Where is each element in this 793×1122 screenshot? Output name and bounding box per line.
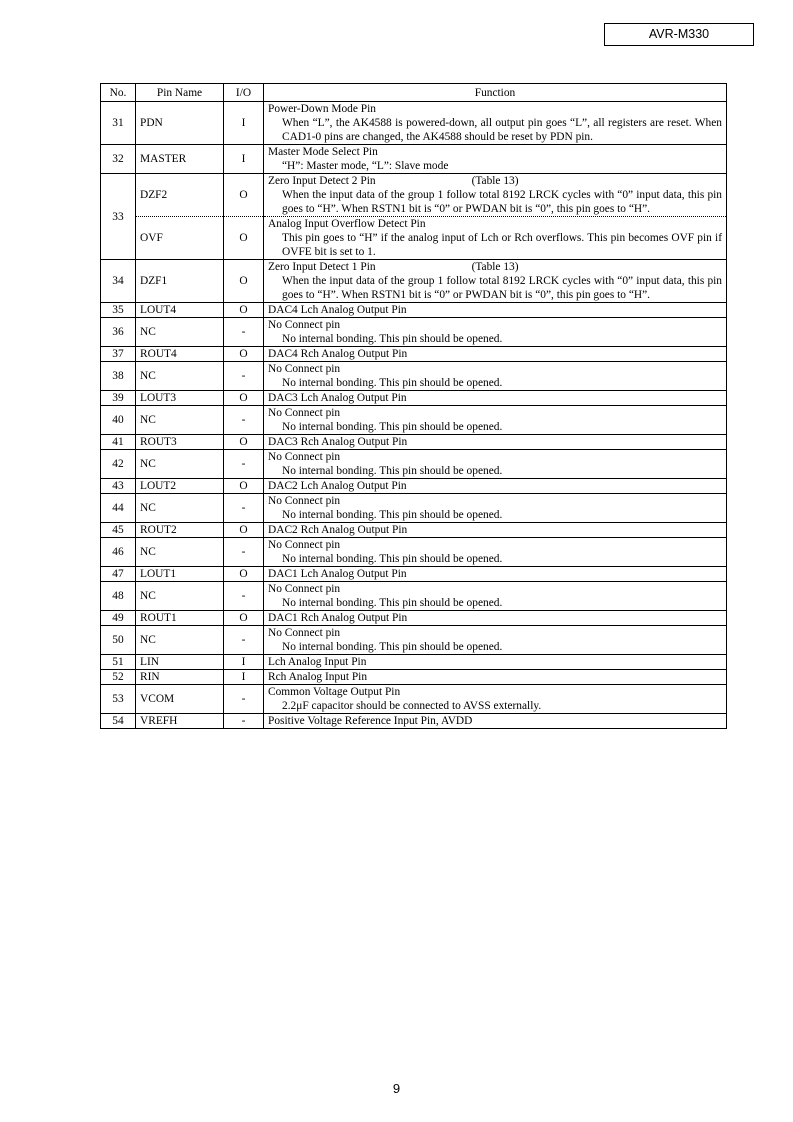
- pin-number: 48: [101, 582, 136, 611]
- pin-function-table: [100, 83, 727, 729]
- function-title-text: Master Mode Select Pin: [268, 146, 378, 158]
- function-title: [268, 494, 722, 508]
- pin-number: 38: [101, 362, 136, 391]
- pin-function: [264, 102, 727, 145]
- function-title-text: Rch Analog Input Pin: [268, 671, 368, 683]
- pin-io: I: [224, 102, 264, 145]
- function-title-text: DAC1 Rch Analog Output Pin: [268, 612, 408, 624]
- pin-number: 50: [101, 626, 136, 655]
- pin-function: [264, 174, 727, 217]
- pin-function: [264, 479, 727, 494]
- pin-name: NC: [136, 362, 224, 391]
- pin-function: [264, 362, 727, 391]
- pin-name: LIN: [136, 655, 224, 670]
- pin-name: NC: [136, 450, 224, 479]
- pin-name: DZF1: [136, 260, 224, 303]
- table-row: [101, 303, 727, 318]
- function-description: No internal bonding. This pin should be opened.: [282, 333, 503, 345]
- pin-number: 53: [101, 685, 136, 714]
- pin-function: [264, 391, 727, 406]
- function-title-text: Analog Input Overflow Detect Pin: [268, 218, 426, 230]
- function-title: [268, 714, 722, 728]
- function-title-text: DAC4 Rch Analog Output Pin: [268, 348, 408, 360]
- pin-number: 51: [101, 655, 136, 670]
- pin-number: 41: [101, 435, 136, 450]
- function-description: When “L”, the AK4588 is powered-down, all output pin goes “L”, all registers are reset. When CAD1-0 pins are changed, the AK4588 should be reset by PDN pin.: [282, 117, 722, 143]
- pin-function: [264, 538, 727, 567]
- function-title-text: Zero Input Detect 2 Pin: [268, 175, 376, 187]
- header-function: Function: [264, 84, 727, 102]
- pin-name: MASTER: [136, 145, 224, 174]
- pin-name: RIN: [136, 670, 224, 685]
- pin-name: NC: [136, 318, 224, 347]
- function-description: No internal bonding. This pin should be opened.: [282, 509, 503, 521]
- header-pin-name: Pin Name: [136, 84, 224, 102]
- table-row: [101, 685, 727, 714]
- table-row: [101, 174, 727, 217]
- function-title: [268, 217, 722, 231]
- pin-number: 46: [101, 538, 136, 567]
- table-row: [101, 406, 727, 435]
- pin-io: O: [224, 567, 264, 582]
- pin-io: I: [224, 670, 264, 685]
- function-title: [268, 655, 722, 669]
- table-row: [101, 670, 727, 685]
- pin-number: 52: [101, 670, 136, 685]
- pin-number: 32: [101, 145, 136, 174]
- function-title-text: Lch Analog Input Pin: [268, 656, 367, 668]
- function-description: No internal bonding. This pin should be opened.: [282, 553, 503, 565]
- function-title-text: DAC4 Lch Analog Output Pin: [268, 304, 407, 316]
- table-row: [101, 611, 727, 626]
- pin-io: O: [224, 174, 264, 217]
- pin-function: [264, 303, 727, 318]
- table-row: [101, 102, 727, 145]
- function-title-text: DAC2 Rch Analog Output Pin: [268, 524, 408, 536]
- pin-function: [264, 670, 727, 685]
- pin-name: LOUT1: [136, 567, 224, 582]
- pin-name: NC: [136, 406, 224, 435]
- table-row: [101, 523, 727, 538]
- pin-io: O: [224, 347, 264, 362]
- function-description: No internal bonding. This pin should be opened.: [282, 421, 503, 433]
- function-title-text: DAC2 Lch Analog Output Pin: [268, 480, 407, 492]
- function-title-text: Common Voltage Output Pin: [268, 686, 401, 698]
- table-row: [101, 435, 727, 450]
- model-label: AVR-M330: [604, 23, 754, 46]
- table-row: [101, 479, 727, 494]
- function-title: [268, 303, 722, 317]
- pin-number: 35: [101, 303, 136, 318]
- table-row: [101, 567, 727, 582]
- function-title-text: No Connect pin: [268, 627, 341, 639]
- pin-name: LOUT4: [136, 303, 224, 318]
- function-title-text: No Connect pin: [268, 319, 341, 331]
- pin-function: [264, 626, 727, 655]
- pin-io: O: [224, 391, 264, 406]
- pin-function: [264, 685, 727, 714]
- table-row: [101, 450, 727, 479]
- pin-number: 45: [101, 523, 136, 538]
- pin-function: [264, 217, 727, 260]
- pin-function: [264, 145, 727, 174]
- pin-function: [264, 714, 727, 729]
- pin-name: ROUT1: [136, 611, 224, 626]
- page-number: 9: [392, 1081, 401, 1096]
- pin-number: 37: [101, 347, 136, 362]
- pin-name: ROUT3: [136, 435, 224, 450]
- function-title-text: No Connect pin: [268, 539, 341, 551]
- pin-function: [264, 655, 727, 670]
- function-title: [268, 538, 722, 552]
- pin-number: 34: [101, 260, 136, 303]
- pin-number: 43: [101, 479, 136, 494]
- pin-io: -: [224, 494, 264, 523]
- pin-name: NC: [136, 582, 224, 611]
- function-description: 2.2μF capacitor should be connected to AVSS externally.: [282, 700, 542, 712]
- pin-name: LOUT3: [136, 391, 224, 406]
- pin-io: -: [224, 318, 264, 347]
- pin-function: [264, 582, 727, 611]
- pin-name: VCOM: [136, 685, 224, 714]
- table-row: [101, 260, 727, 303]
- pin-io: -: [224, 406, 264, 435]
- function-title-text: Power-Down Mode Pin: [268, 103, 376, 115]
- function-description: This pin goes to “H” if the analog input of Lch or Rch overflows. This pin becomes OVF pin if OVFE bit is set to 1.: [282, 232, 722, 258]
- function-title: [268, 347, 722, 361]
- function-title-text: No Connect pin: [268, 363, 341, 375]
- pin-io: O: [224, 611, 264, 626]
- table-row: [101, 217, 727, 260]
- pin-name: ROUT2: [136, 523, 224, 538]
- table-row: [101, 714, 727, 729]
- pin-io: -: [224, 626, 264, 655]
- pin-function: [264, 523, 727, 538]
- function-description: No internal bonding. This pin should be opened.: [282, 597, 503, 609]
- pin-function: [264, 435, 727, 450]
- function-description: When the input data of the group 1 follow total 8192 LRCK cycles with “0” input data, this pin goes to “H”. When RSTN1 bit is “0” or PWDAN bit is “0”, this pin goes to “H”.: [282, 275, 722, 301]
- function-title-text: DAC3 Rch Analog Output Pin: [268, 436, 408, 448]
- pin-io: -: [224, 685, 264, 714]
- table-row: [101, 145, 727, 174]
- pin-io: -: [224, 714, 264, 729]
- header-io: I/O: [224, 84, 264, 102]
- pin-number: 40: [101, 406, 136, 435]
- pin-io: O: [224, 435, 264, 450]
- table-reference: (Table 13): [471, 261, 519, 273]
- pin-io: O: [224, 523, 264, 538]
- function-title: [268, 670, 722, 684]
- function-title-text: No Connect pin: [268, 495, 341, 507]
- function-title: [268, 406, 722, 420]
- pin-number: 44: [101, 494, 136, 523]
- pin-io: O: [224, 479, 264, 494]
- function-title: [268, 435, 722, 449]
- pin-number: 54: [101, 714, 136, 729]
- pin-number: 39: [101, 391, 136, 406]
- pin-name: NC: [136, 538, 224, 567]
- pin-function: [264, 318, 727, 347]
- function-title: [268, 582, 722, 596]
- table-row: [101, 494, 727, 523]
- pin-name: NC: [136, 626, 224, 655]
- table-header-row: [101, 84, 727, 102]
- function-title-text: No Connect pin: [268, 451, 341, 463]
- pin-number: 49: [101, 611, 136, 626]
- function-description: No internal bonding. This pin should be opened.: [282, 465, 503, 477]
- table-row: [101, 626, 727, 655]
- pin-name: PDN: [136, 102, 224, 145]
- function-description: No internal bonding. This pin should be opened.: [282, 377, 503, 389]
- function-title: [268, 685, 722, 699]
- pin-function: [264, 567, 727, 582]
- pin-io: I: [224, 145, 264, 174]
- pin-function: [264, 611, 727, 626]
- table-row: [101, 391, 727, 406]
- function-title-text: No Connect pin: [268, 407, 341, 419]
- header-no: No.: [101, 84, 136, 102]
- function-description: When the input data of the group 1 follow total 8192 LRCK cycles with “0” input data, this pin goes to “H”. When RSTN1 bit is “0” or PWDAN bit is “0”, this pin goes to “H”.: [282, 189, 722, 215]
- pin-io: -: [224, 362, 264, 391]
- function-title: [268, 145, 722, 159]
- pin-name: ROUT4: [136, 347, 224, 362]
- pin-name: NC: [136, 494, 224, 523]
- table-body: [101, 102, 727, 729]
- pin-name: DZF2: [136, 174, 224, 217]
- function-title-text: Zero Input Detect 1 Pin: [268, 261, 376, 273]
- function-description: “H”: Master mode, “L”: Slave mode: [282, 160, 449, 172]
- function-title-text: DAC3 Lch Analog Output Pin: [268, 392, 407, 404]
- function-title: [268, 523, 722, 537]
- table-row: [101, 538, 727, 567]
- pin-number: 36: [101, 318, 136, 347]
- pin-number: 33: [101, 174, 136, 260]
- pin-function: [264, 406, 727, 435]
- pin-io: O: [224, 217, 264, 260]
- table-row: [101, 347, 727, 362]
- pin-name: VREFH: [136, 714, 224, 729]
- pin-function: [264, 260, 727, 303]
- function-title: [268, 362, 722, 376]
- function-title: [268, 450, 722, 464]
- pin-io: I: [224, 655, 264, 670]
- function-title-text: DAC1 Lch Analog Output Pin: [268, 568, 407, 580]
- pin-name: OVF: [136, 217, 224, 260]
- pin-io: O: [224, 303, 264, 318]
- pin-io: -: [224, 450, 264, 479]
- function-title: [268, 391, 722, 405]
- pin-function: [264, 450, 727, 479]
- function-title: [268, 174, 722, 188]
- table-row: [101, 318, 727, 347]
- function-title: [268, 318, 722, 332]
- pin-function: [264, 347, 727, 362]
- pin-number: 31: [101, 102, 136, 145]
- function-title: [268, 260, 722, 274]
- function-title-text: Positive Voltage Reference Input Pin, AVDD: [268, 715, 473, 727]
- table-row: [101, 655, 727, 670]
- function-title: [268, 626, 722, 640]
- pin-io: O: [224, 260, 264, 303]
- function-description: No internal bonding. This pin should be opened.: [282, 641, 503, 653]
- function-title: [268, 611, 722, 625]
- pin-name: LOUT2: [136, 479, 224, 494]
- pin-number: 42: [101, 450, 136, 479]
- pin-function: [264, 494, 727, 523]
- table-reference: (Table 13): [471, 175, 519, 187]
- pin-number: 47: [101, 567, 136, 582]
- table-row: [101, 362, 727, 391]
- function-title: [268, 567, 722, 581]
- function-title: [268, 479, 722, 493]
- function-title: [268, 102, 722, 116]
- pin-io: -: [224, 582, 264, 611]
- pin-io: -: [224, 538, 264, 567]
- function-title-text: No Connect pin: [268, 583, 341, 595]
- table-row: [101, 582, 727, 611]
